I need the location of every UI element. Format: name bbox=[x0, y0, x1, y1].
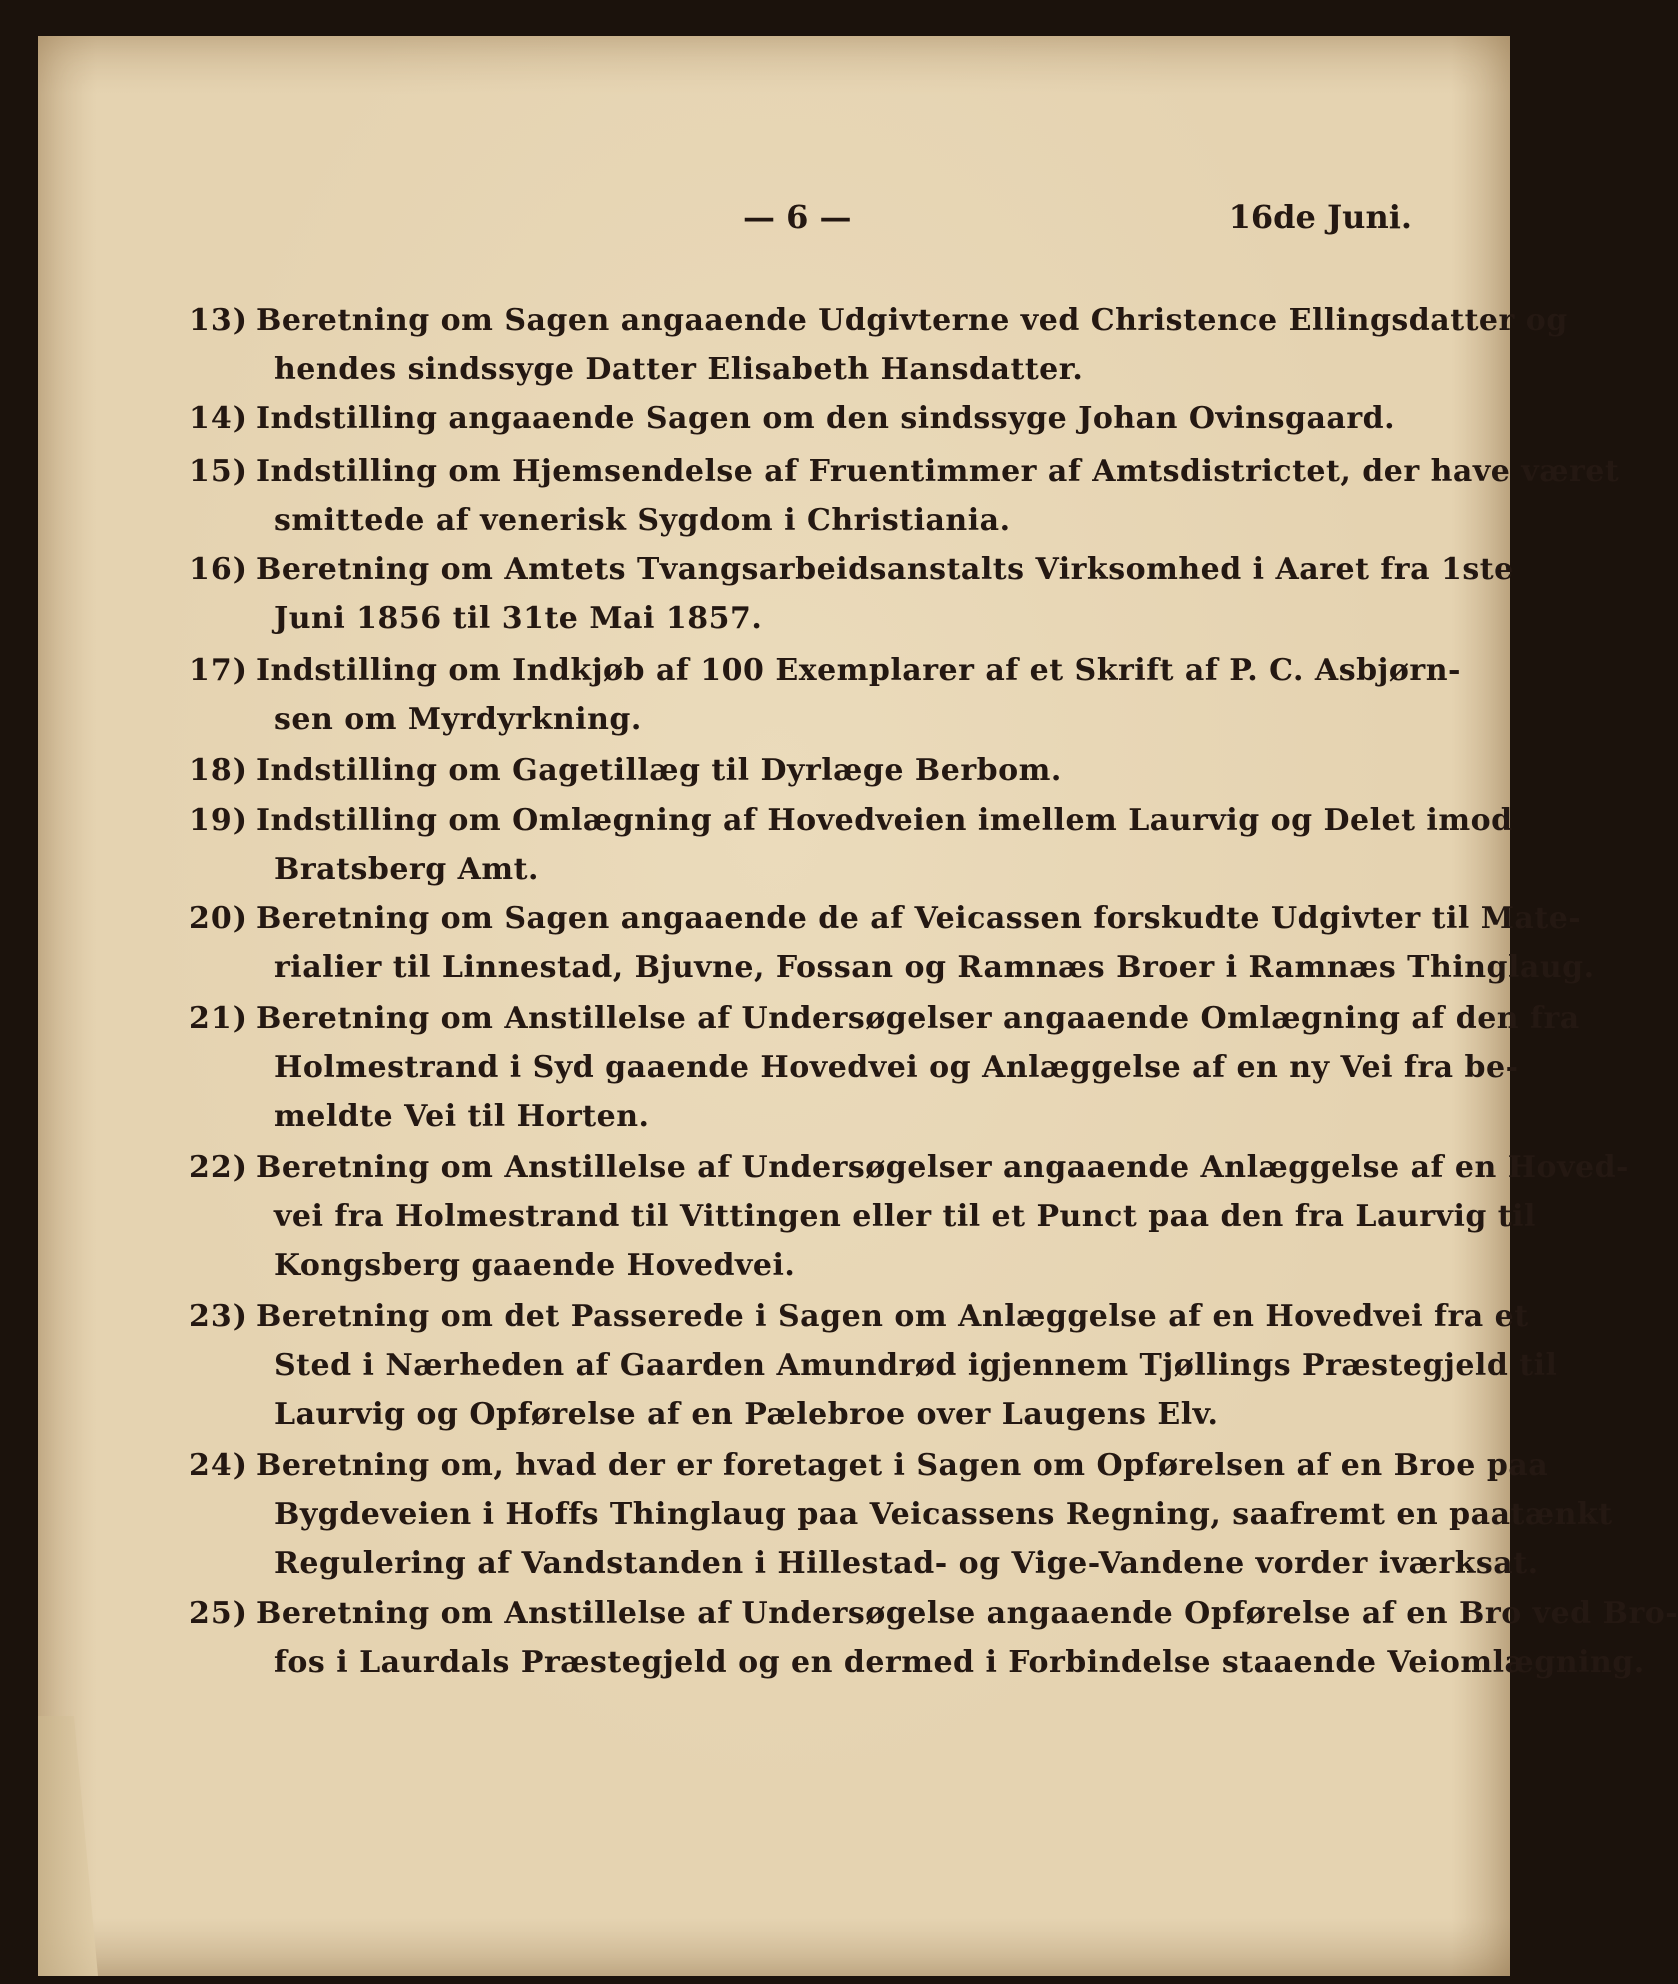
item-number: 13) bbox=[189, 303, 248, 338]
item-text-line: Indstilling om Hjemsendelse af Fruentimmer af Amtsdistrictet, der have været bbox=[256, 454, 1620, 489]
date-label: 16de Juni. bbox=[1228, 198, 1412, 236]
item-text-line: Bratsberg Amt. bbox=[274, 852, 539, 887]
item-text-line: Sted i Nærheden af Gaarden Amundrød igjennem Tjøllings Præstegjeld til bbox=[274, 1348, 1558, 1383]
item-text-line: Bygdeveien i Hoffs Thinglaug paa Veicassens Regning, saafremt en paatænkt bbox=[274, 1497, 1613, 1532]
item-number: 20) bbox=[189, 901, 248, 936]
item-text-line: Juni 1856 til 31te Mai 1857. bbox=[274, 601, 763, 636]
item-text-line: smittede af venerisk Sygdom i Christiania. bbox=[274, 503, 1011, 538]
paper-fold bbox=[38, 1716, 98, 1976]
item-number: 16) bbox=[189, 552, 248, 587]
page-number: — 6 — bbox=[743, 198, 852, 236]
item-text-line: Indstilling om Indkjøb af 100 Exemplarer af et Skrift af P. C. Asbjørn- bbox=[256, 653, 1461, 688]
item-text-line: meldte Vei til Horten. bbox=[274, 1099, 650, 1134]
document-page bbox=[38, 36, 1678, 1976]
item-text-line: Beretning om Anstillelse af Undersøgelse angaaende Opførelse af en Bro ved Bro- bbox=[256, 1596, 1678, 1631]
item-text-line: rialier til Linnestad, Bjuvne, Fossan og Ramnæs Broer i Ramnæs Thinglaug. bbox=[274, 950, 1595, 985]
item-text-line: Holmestrand i Syd gaaende Hovedvei og Anlæggelse af en ny Vei fra be- bbox=[274, 1050, 1519, 1085]
item-number: 18) bbox=[189, 753, 248, 788]
item-number: 22) bbox=[189, 1150, 248, 1185]
item-text-line: sen om Myrdyrkning. bbox=[274, 702, 642, 737]
page-header bbox=[38, 198, 1510, 248]
item-text-line: Indstilling om Omlægning af Hovedveien imellem Laurvig og Delet imod bbox=[256, 803, 1513, 838]
item-number: 15) bbox=[189, 454, 248, 489]
item-text-line: Beretning om, hvad der er foretaget i Sagen om Opførelsen af en Broe paa bbox=[256, 1448, 1549, 1483]
item-text-line: Beretning om Sagen angaaende Udgivterne ved Christence Ellingsdatter og bbox=[256, 303, 1568, 338]
item-text-line: Beretning om det Passerede i Sagen om Anlæggelse af en Hovedvei fra et bbox=[256, 1299, 1529, 1334]
item-text-line: Laurvig og Opførelse af en Pælebroe over Laugens Elv. bbox=[274, 1397, 1219, 1432]
item-text-line: Indstilling om Gagetillæg til Dyrlæge Berbom. bbox=[256, 753, 1062, 788]
item-text-line: Beretning om Sagen angaaende de af Veicassen forskudte Udgivter til Mate- bbox=[256, 901, 1582, 936]
item-number: 17) bbox=[189, 653, 248, 688]
item-text-line: Beretning om Anstillelse af Undersøgelser angaaende Omlægning af den fra bbox=[256, 1001, 1580, 1036]
item-text-line: vei fra Holmestrand til Vittingen eller til et Punct paa den fra Laurvig til bbox=[274, 1199, 1536, 1234]
item-text-line: Kongsberg gaaende Hovedvei. bbox=[274, 1248, 796, 1283]
item-number: 23) bbox=[189, 1299, 248, 1334]
item-text-line: Beretning om Amtets Tvangsarbeidsanstalts Virksomhed i Aaret fra 1ste bbox=[256, 552, 1514, 587]
item-number: 24) bbox=[189, 1448, 248, 1483]
item-text-line: Regulering af Vandstanden i Hillestad- og Vige-Vandene vorder iværksat. bbox=[274, 1546, 1539, 1581]
item-number: 19) bbox=[189, 803, 248, 838]
item-text-line: hendes sindssyge Datter Elisabeth Hansdatter. bbox=[274, 352, 1084, 387]
item-number: 25) bbox=[189, 1596, 248, 1631]
item-number: 21) bbox=[189, 1001, 248, 1036]
item-text-line: fos i Laurdals Præstegjeld og en dermed i Forbindelse staaende Veiomlægning. bbox=[274, 1645, 1645, 1680]
item-text-line: Indstilling angaaende Sagen om den sindssyge Johan Ovinsgaard. bbox=[256, 401, 1396, 436]
item-number: 14) bbox=[189, 401, 248, 436]
item-text-line: Beretning om Anstillelse af Undersøgelser angaaende Anlæggelse af en Hoved- bbox=[256, 1150, 1630, 1185]
